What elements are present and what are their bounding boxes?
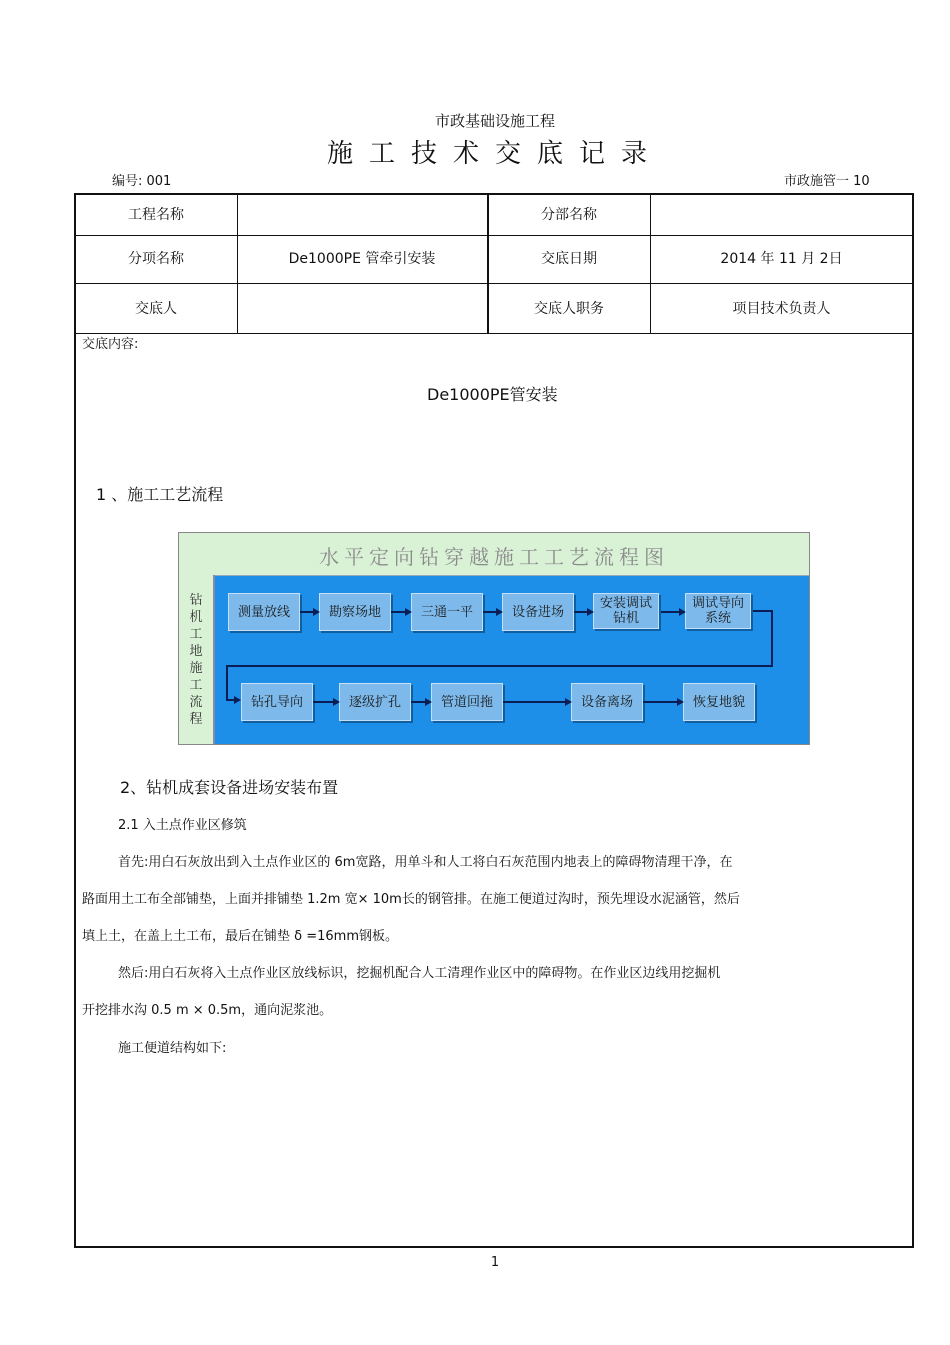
document-title: 施工技术交底记录 (326, 139, 663, 169)
paragraph: 填上土，在盖上土工布，最后在铺垫 δ =16mm钢板。 (82, 929, 398, 944)
row-divider (76, 283, 912, 284)
flowchart-header (179, 533, 809, 576)
content-title: De1000PE管安装 (427, 385, 558, 404)
page-number: 1 (490, 1255, 500, 1270)
side-char: 钻 (189, 593, 203, 608)
document-subtitle: 市政基础设施工程 (434, 112, 555, 130)
side-char: 机 (189, 610, 203, 625)
value-item-name: De1000PE 管牵引安装 (288, 251, 436, 267)
flow-arrow (411, 701, 428, 703)
paragraph: 首先:用白石灰放出到入土点作业区的 6m宽路，用单斗和人工将白石灰范围内地表上的障碍物清理干净，在 (118, 855, 733, 870)
flow-arrow (643, 701, 680, 703)
flow-node: 恢复地貌 (683, 683, 755, 721)
flow-arrow (483, 611, 499, 613)
process-flowchart (178, 532, 810, 745)
flow-node: 测量放线 (228, 593, 300, 631)
side-char: 程 (189, 712, 203, 727)
flow-node: 三通一平 (411, 593, 483, 631)
side-char: 地 (189, 644, 203, 659)
label-briefing-date: 交底日期 (541, 251, 597, 267)
label-briefer: 交底人 (135, 301, 177, 317)
side-char: 工 (189, 678, 203, 693)
flow-arrow (391, 611, 408, 613)
document-number: 编号: 001 (112, 174, 172, 189)
value-briefing-date: 2014 年 11 月 2日 (720, 251, 843, 267)
paragraph: 施工便道结构如下: (118, 1041, 227, 1056)
row-divider (76, 235, 912, 236)
label-project-name: 工程名称 (128, 207, 184, 223)
row-divider (76, 333, 912, 334)
label-division-name: 分部名称 (541, 207, 597, 223)
flow-arrow (226, 699, 237, 701)
flow-arrow (300, 611, 316, 613)
form-code: 市政施管一 10 (784, 174, 870, 189)
flowchart-side-label (179, 575, 215, 744)
label-item-name: 分项名称 (128, 251, 184, 267)
side-char: 工 (189, 627, 203, 642)
flow-node: 勘察场地 (319, 593, 391, 631)
section-heading: 1 、施工工艺流程 (96, 485, 224, 504)
flow-arrow (574, 611, 590, 613)
paragraph: 然后:用白石灰将入土点作业区放线标识，挖掘机配合人工清理作业区中的障碍物。在作业区边线用挖掘机 (118, 966, 721, 981)
flow-arrow (503, 701, 568, 703)
flow-arrow (661, 611, 682, 613)
flow-node: 调试导向系统 (685, 593, 751, 629)
label-briefer-position: 交底人职务 (534, 301, 604, 317)
section-heading: 2、钻机成套设备进场安装布置 (120, 778, 339, 797)
flow-arrow (313, 701, 336, 703)
subsection-heading: 2.1 入土点作业区修筑 (118, 818, 247, 833)
flow-connector (753, 610, 773, 612)
side-char: 施 (189, 661, 203, 676)
flow-node: 管道回拖 (431, 683, 503, 721)
flow-node: 逐级扩孔 (339, 683, 411, 721)
side-char: 流 (189, 695, 203, 710)
flow-node: 钻孔导向 (241, 683, 313, 721)
content-label: 交底内容: (82, 337, 139, 352)
paragraph: 开挖排水沟 0.5 m × 0.5m，通向泥浆池。 (82, 1003, 333, 1018)
value-briefer-position: 项目技术负责人 (732, 301, 831, 317)
flow-connector (226, 665, 773, 667)
flow-connector (226, 665, 228, 700)
flowchart-title: 水平定向钻穿越施工工艺流程图 (319, 545, 669, 569)
flow-node: 安装调试钻机 (593, 593, 659, 629)
flow-connector (771, 610, 773, 667)
flow-node: 设备离场 (571, 683, 643, 721)
paragraph: 路面用土工布全部铺垫，上面并排铺垫 1.2m 宽× 10m长的钢管排。在施工便道过沟时，预先埋设水泥涵管，然后 (82, 892, 740, 907)
flow-node: 设备进场 (502, 593, 574, 631)
